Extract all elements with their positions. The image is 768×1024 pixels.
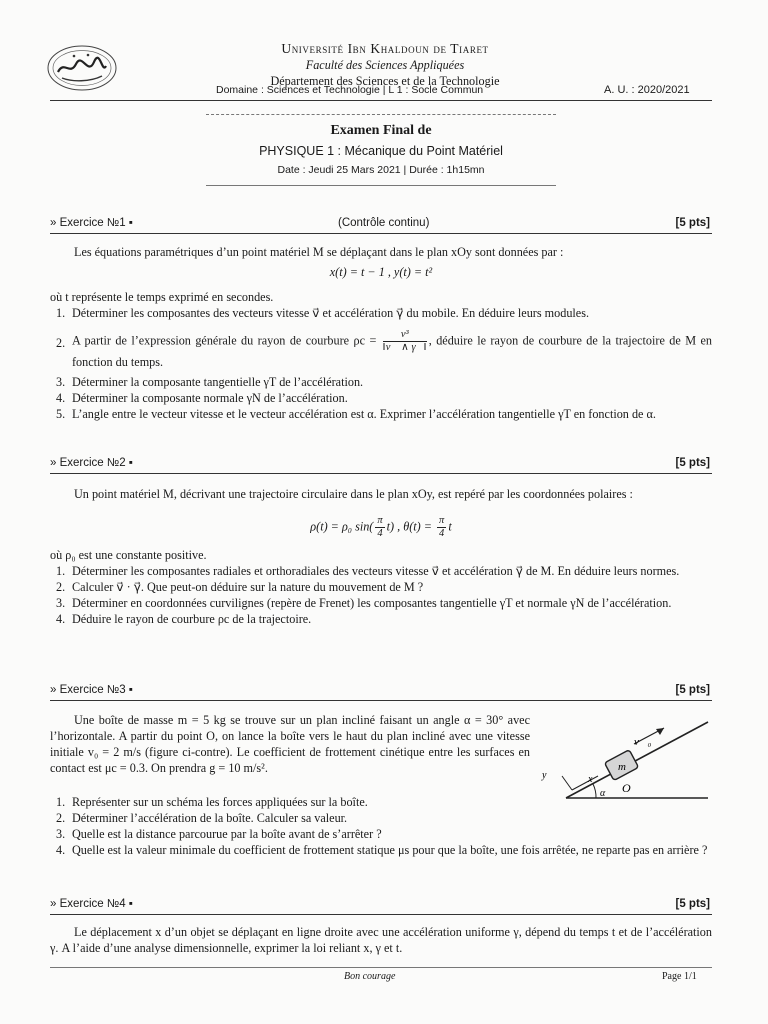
exercise-1-label: » Exercice №1 ▪: [50, 217, 133, 229]
department-name: Département des Sciences et de la Technologie: [270, 74, 500, 88]
x-label: x: [588, 774, 593, 785]
exam-title: Examen Final de: [330, 123, 432, 138]
question-text: , déduire le rayon de courbure de la trajectoire de M en fonction du temps.: [72, 333, 712, 369]
formula-denominator: ‖v⃗ ∧ γ⃗‖: [382, 342, 427, 353]
exercise-4-rule: [50, 914, 712, 915]
equation-part: ρ(t) = ρ₀ sin(: [310, 519, 374, 534]
academic-year: A. U. : 2020/2021: [604, 84, 690, 96]
origin-label: O: [622, 781, 631, 795]
question-text: Calculer v⃗ · γ⃗. Que peut-on déduire sur la nature du mouvement de M ?: [72, 580, 424, 594]
question-text: Quelle est la valeur minimale du coefficient de frottement statique μs pour que la boîte, une fois arrêtée, ne reparte pas en arrière ?: [72, 843, 708, 857]
exercise-2-intro: Un point matériel M, décrivant une trajectoire circulaire dans le plan xOy, est repéré par les coordonnées polaires :: [74, 487, 633, 501]
exam-subject: PHYSIQUE 1 : Mécanique du Point Matériel: [259, 144, 503, 158]
exercise-1-questions: [50, 305, 712, 422]
exercise-2-equation: [50, 515, 712, 540]
velocity-label: v⃗₀: [634, 736, 652, 748]
y-label: y: [542, 770, 547, 781]
question-item: 3. Déterminer en coordonnées curvilignes (repère de Frenet) les composantes tangentielle γT et normale γN de l’accélération.: [56, 596, 672, 610]
fraction: [437, 515, 446, 540]
formula-numerator: v³: [383, 329, 427, 342]
exercise-3-points: [5 pts]: [675, 684, 710, 696]
question-text: Déterminer l’accélération de la boîte. Calculer sa valeur.: [72, 811, 348, 825]
y-axis-arrow: [562, 776, 572, 790]
angle-label: α: [600, 788, 606, 799]
question-item: 2. Déterminer l’accélération de la boîte. Calculer sa valeur.: [56, 811, 348, 825]
university-logo: [44, 42, 120, 94]
fraction: [375, 515, 384, 540]
exercise-3-label: » Exercice №3 ▪: [50, 684, 133, 696]
exercise-2-points: [5 pts]: [675, 457, 710, 469]
fraction-denominator: 4: [439, 528, 445, 539]
exercise-3-questions: [50, 794, 712, 858]
exercise-4-label: » Exercice №4 ▪: [50, 898, 133, 910]
question-text: Déduire le rayon de courbure ρc de la trajectoire.: [72, 612, 312, 626]
inclined-plane-figure: [538, 716, 712, 804]
exercise-1-note: (Contrôle continu): [338, 217, 430, 229]
exercise-4-text: Le déplacement x d’un objet se déplaçant en ligne droite avec une accélération uniforme γ, dépend du temps t et de l’accélération γ. A l’aide d’une analyse dimensionnelle, exprimer la loi reliant x, γ et t.: [50, 925, 712, 955]
exercise-3-intro: Une boîte de masse m = 5 kg se trouve sur un plan incliné faisant un angle α = 30° avec l’horizontale. A partir du point O, on lance la boîte vers le haut du plan incliné avec une vitesse initiale v₀ = 2 m/s (figure ci-contre). Le coefficient de frottement cinétique entre les surfaces en contact est μc = 0.3. On prendra g = 10 m/s².: [50, 713, 530, 775]
incline-line: [566, 722, 708, 798]
footer-rule: [50, 967, 712, 968]
fraction-numerator: π: [439, 515, 445, 526]
equation-part: t) , θ(t) =: [386, 519, 432, 534]
exercise-2-where: où ρ₀ est une constante positive.: [50, 548, 207, 562]
question-item: 2. A partir de l’expression générale du rayon de courbure ρc = $\frac{\text{v³}}{‖v⃗ \wedge \gamma⃗‖}$ , déduire le rayon de courbure de la trajectoire de M en fonction du temps.: [56, 329, 712, 369]
domain-line: Domaine : Sciences et Technologie | L 1 : Socle Commun: [216, 84, 484, 96]
exercise-1-intro: Les équations paramétriques d’un point matériel M se déplaçant dans le plan xOy sont données par :: [74, 245, 564, 259]
question-item: 4. Déterminer la composante normale γN de l’accélération.: [56, 391, 348, 405]
question-item: 1. Déterminer les composantes radiales et orthoradiales des vecteurs vitesse v⃗ et accélération γ⃗ de M. En déduire leurs normes.: [56, 564, 680, 578]
question-item: 3. Quelle est la distance parcourue par la boîte avant de s’arrêter ?: [56, 827, 382, 841]
question-item: 2. Calculer v⃗ · γ⃗. Que peut-on déduire sur la nature du mouvement de M ?: [56, 580, 424, 594]
curvature-formula: [383, 329, 427, 354]
question-text: Quelle est la distance parcourue par la boîte avant de s’arrêter ?: [72, 827, 382, 841]
fraction-numerator: π: [377, 515, 383, 526]
question-text: L’angle entre le vecteur vitesse et le vecteur accélération est α. Exprimer l’accélération tangentielle γT en fonction de α.: [72, 407, 656, 421]
question-item: 1. Déterminer les composantes des vecteurs vitesse v⃗ et accélération γ⃗ du mobile. En déduire leurs modules.: [56, 306, 589, 320]
exercise-2-label: » Exercice №2 ▪: [50, 457, 133, 469]
faculty-name: Faculté des Sciences Appliquées: [305, 58, 465, 72]
exercise-4-points: [5 pts]: [675, 898, 710, 910]
equation-part: t: [448, 519, 452, 534]
exercise-1-where: où t représente le temps exprimé en secondes.: [50, 290, 274, 304]
exercise-1-equation: x(t) = t − 1 , y(t) = t²: [329, 265, 433, 279]
page-number: Page 1/1: [662, 971, 697, 982]
question-item: 1. Représenter sur un schéma les forces appliquées sur la boîte.: [56, 795, 368, 809]
university-name: Université Ibn Khaldoun de Tiaret: [281, 41, 489, 56]
exercise-1-header: [50, 217, 710, 233]
question-text: Déterminer en coordonnées curvilignes (repère de Frenet) les composantes tangentielle γT et normale γN de l’accélération.: [72, 596, 672, 610]
header-rule: [50, 100, 712, 101]
question-item: 4. Quelle est la valeur minimale du coefficient de frottement statique μs pour que la boîte, une fois arrêtée, ne reparte pas en arrière ?: [56, 843, 708, 857]
question-text: Déterminer la composante normale γN de l’accélération.: [72, 391, 348, 405]
university-header: [160, 41, 610, 89]
exercise-2-rule: [50, 473, 712, 474]
exercise-4-header: [50, 898, 710, 914]
exam-date-duration: Date : Jeudi 25 Mars 2021 | Durée : 1h15mn: [277, 164, 485, 176]
exercise-3-rule: [50, 700, 712, 701]
question-text: Déterminer les composantes radiales et orthoradiales des vecteurs vitesse v⃗ et accélération γ⃗ de M. En déduire leurs normes.: [72, 564, 680, 578]
mass-label: m: [618, 761, 626, 773]
exercise-2-questions: [50, 563, 712, 627]
exercise-2-header: [50, 457, 710, 473]
exam-title-box: [206, 114, 556, 186]
question-item: 3. Déterminer la composante tangentielle γT de l’accélération.: [56, 375, 364, 389]
closing-text: Bon courage: [344, 971, 396, 982]
exercise-1-points: [5 pts]: [675, 217, 710, 229]
question-text: Déterminer les composantes des vecteurs vitesse v⃗ et accélération γ⃗ du mobile. En déduire leurs modules.: [72, 306, 589, 320]
question-text: Représenter sur un schéma les forces appliquées sur la boîte.: [72, 795, 368, 809]
question-item: 4. Déduire le rayon de courbure ρc de la trajectoire.: [56, 612, 312, 626]
exercise-1-rule: [50, 233, 712, 234]
question-text: A partir de l’expression générale du rayon de courbure ρc =: [72, 333, 377, 348]
exercise-3-header: [50, 684, 710, 700]
fraction-denominator: 4: [377, 528, 383, 539]
question-item: 5. L’angle entre le vecteur vitesse et le vecteur accélération est α. Exprimer l’accélération tangentielle γT en fonction de α.: [56, 407, 656, 421]
question-text: Déterminer la composante tangentielle γT de l’accélération.: [72, 375, 364, 389]
